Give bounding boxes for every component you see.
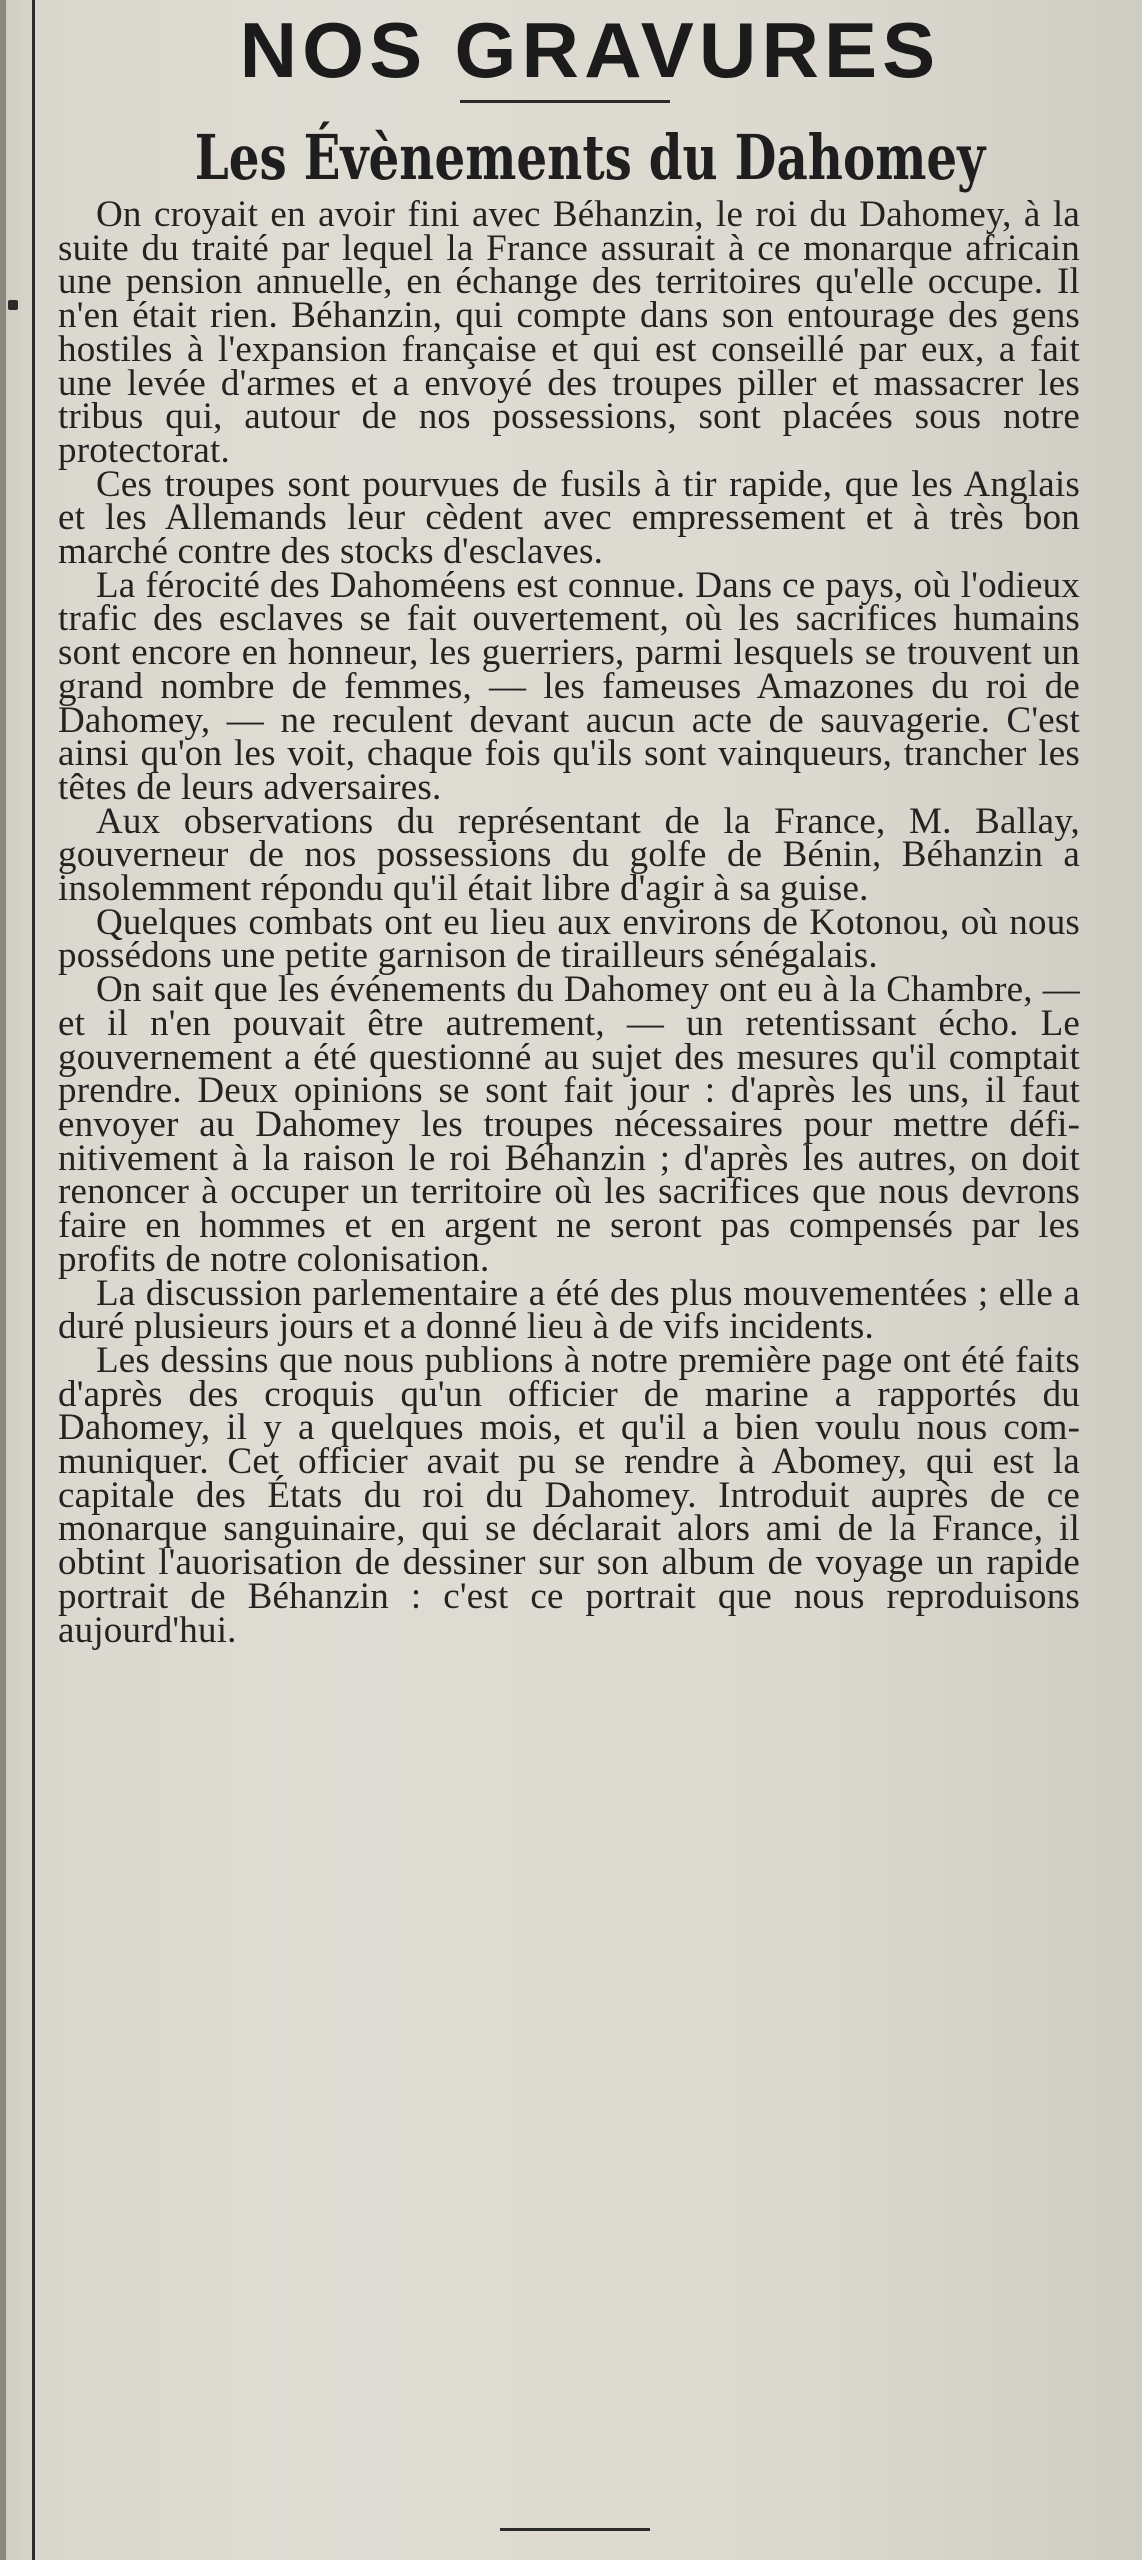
article-paragraph: Les dessins que nous publions à notre première page ont été faits d'après des croquis qu'un officier de marine a rapportés du Dahomey, il y a quelques mois, et qu'il a bien voulu nous communiquer. Cet officier avait pu se rendre à Abomey, qui est la capitale des États du roi du Dahomey. Introduit auprès de ce monarque sanguinaire, qui se déclarait alors ami de la France, il obtint l'auorisation de dessiner sur son album de voyage un rapide portrait de Béhanzin : c'est ce portrait que nous reproduisons aujourd'hui. xyxy=(58,1339,1080,1651)
page-edge xyxy=(0,0,6,2560)
end-rule xyxy=(500,2528,650,2531)
article-paragraph: La discussion parlementaire a été des plus mouvementées ; elle a duré plusieurs jours et a donné lieu à de vifs incidents. xyxy=(58,1272,1080,1348)
article-paragraph: On croyait en avoir fini avec Béhanzin, le roi du Dahomey, à la suite du traité par lequel la France assurait à ce monarque africain une pension annuelle, en échange des territoires qu'elle occupe. Il n'en était rien. Béhanzin, qui compte dans son entourage des gens hostiles à l'expansion française et qui est conseillé par eux, a fait une levée d'armes et a envoyé des troupes piller et massacrer les tribus qui, autour de nos possessions, sont placées sous notre protectorat. xyxy=(58,194,1080,471)
article-paragraph: Aux observations du représentant de la France, M. Ballay, gouverneur de nos possessions du golfe de Bénin, Béhanzin a insolemment répondu qu'il était libre d'agir à sa guise. xyxy=(58,800,1080,910)
article-paragraph: Ces troupes sont pourvues de fusils à tir rapide, que les Anglais et les Allemands leur cèdent avec empressement et à très bon marché contre des stocks d'esclaves. xyxy=(58,463,1080,573)
article-paragraph: On sait que les événements du Dahomey ont eu à la Chambre, — et il n'en pouvait être autrement, — un retentissant écho. Le gouvernement a été questionné au sujet des mesures qu'il comptait prendre. Deux opinions se sont fait jour : d'après les uns, il faut envoyer au Dahomey les troupes nécessaires pour mettre définitivement à la raison le roi Béhanzin ; d'après les autres, on doit renoncer à occuper un territoire où les sacrifices que nous devrons faire en hommes et en argent ne seront pas compensés par les profits de notre colonisation. xyxy=(58,969,1080,1280)
article-body xyxy=(58,194,1080,1651)
column-rule xyxy=(32,0,35,2560)
edge-mark xyxy=(8,300,18,310)
article-headline: Les Évènements du Dahomey xyxy=(194,121,986,194)
article-paragraph: La férocité des Dahoméens est connue. Dans ce pays, où l'odieux trafic des esclaves se fait ouvertement, où les sacrifices humains sont encore en honneur, les guerriers, parmi lesquels se trouvent un grand nombre de femmes, — les fameuses Amazones du roi de Dahomey, — ne reculent devant aucun acte de sauvagerie. C'est ainsi qu'on les voit, chaque fois qu'ils sont vainqueurs, trancher les têtes de leurs adversaires. xyxy=(58,564,1080,808)
title-rule xyxy=(460,100,670,103)
section-heading: NOS GRAVURES xyxy=(239,6,941,94)
article-paragraph: Quelques combats ont eu lieu aux environs de Kotonou, où nous possédons une petite garnison de tirailleurs sénégalais. xyxy=(58,901,1080,977)
